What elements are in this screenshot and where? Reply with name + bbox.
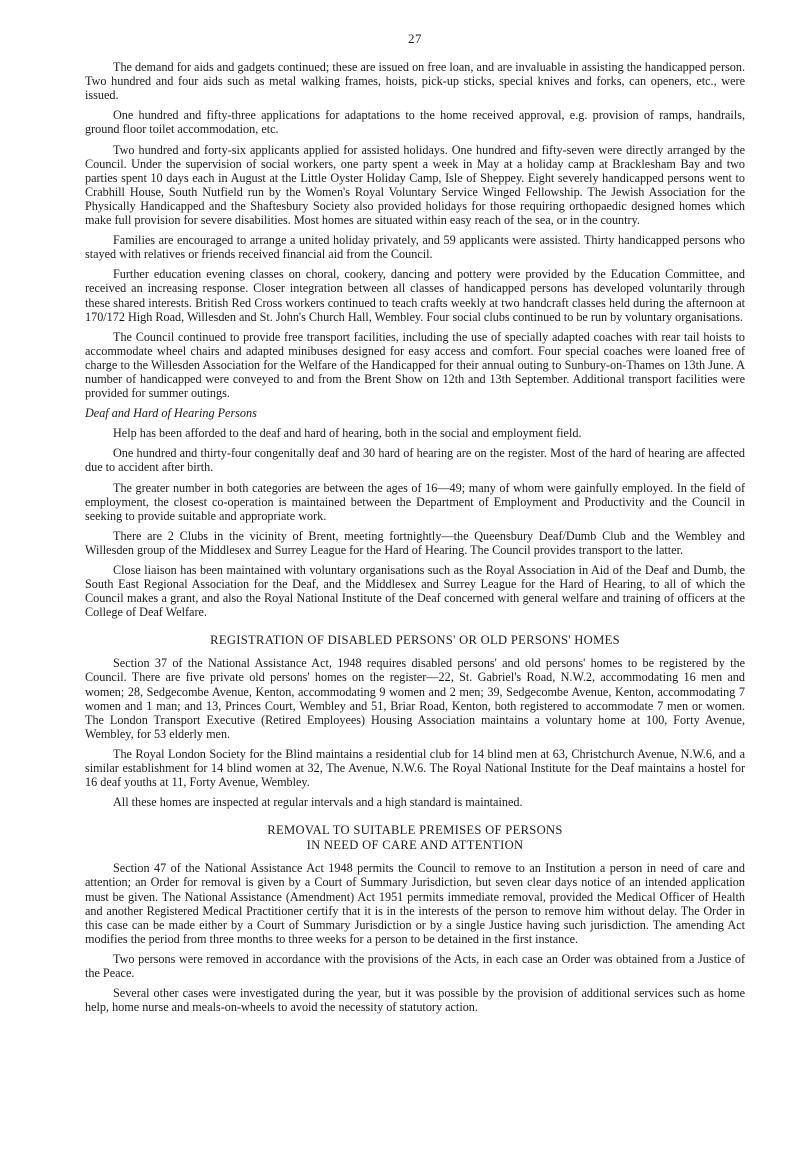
page-number: 27 [408,31,422,46]
paragraph-removal-other-cases: Several other cases were investigated during the year, but it was possible by the provision of additional services such as home help, home nurse and meals-on-wheels to avoid the necessity of statutory action. [85,986,745,1015]
removal-section-heading [85,823,745,853]
paragraph-deaf-employment: The greater number in both categories are between the ages of 16—49; many of whom were gainfully employed. In the field of employment, the closest co-operation is maintained between the Department of Employment and Productivity and the Council in seeking to provide suitable and appropriate work. [85,480,745,523]
paragraph-deaf-liaison: Close liaison has been maintained with voluntary organisations such as the Royal Association in Aid of the Deaf and Dumb, the South East Regional Association for the Deaf, and the Middlesex and Surrey League for the Hard of Hearing, to all of which the Council makes a grant, and also the Royal National Institute of the Deaf concerned with general welfare and training of officers at the College of Deaf Welfare. [85,563,745,620]
paragraph-registration-section37: Section 37 of the National Assistance Act, 1948 requires disabled persons' and old persons' homes to be registered by the Council. There are five private old persons' homes on the register—22, St. Gabriel's Road, N.W.2, accommodating 16 men and women; 28, Sedgecombe Avenue, Kenton, accommodating 9 women and 2 men; 39, Sedgecombe Avenue, Kenton, accommodating 7 women and 1 man; and 13, Princes Court, Wembley and 51, Briar Road, Kenton, both registered to accommodate 7 men or women. The London Transport Executive (Retired Employees) Housing Association maintains a voluntary home at 100, Forty Avenue, Wembley, for 53 elderly men. [85,656,745,741]
paragraph-aids-gadgets: The demand for aids and gadgets continued; these are issued on free loan, and are invaluable in assisting the handicapped person. Two hundred and four aids such as metal walking frames, hoists, pick-up sticks, special knives and forks, can openers, etc., were issued. [85,60,745,103]
paragraph-registration-blind: The Royal London Society for the Blind maintains a residential club for 14 blind men at 63, Christchurch Avenue, N.W.6, and a similar establishment for 14 blind women at 32, The Avenue, N.W.6. The Royal National Institute for the Deaf maintains a hostel for 16 deaf youths at 11, Forty Avenue, Wembley. [85,746,745,790]
paragraph-transport: The Council continued to provide free transport facilities, including the use of specially adapted coaches with rear tail hoists to accommodate wheel chairs and adapted minibuses designed for easy access and comfort. Four special coaches were loaned free of charge to the Willesden Association for the Welfare of the Handicapped for their annual outing to Sunbury-on-Thames on 13th June. A number of handicapped were conveyed to and from the Brent Show on 12th and 13th September. Additional transport facilities were provided for summer outings. [85,329,745,401]
paragraph-holidays: Two hundred and forty-six applicants applied for assisted holidays. One hundred and fifty-seven were directly arranged by the Council. Under the supervision of social workers, one party spent a week in May at a holiday camp at Bracklesham Bay and two parties spent 10 days each in August at the Little Oyster Holiday Camp, Isle of Sheppey. Eight severely handicapped persons went to Crabhill House, South Nutfield run by the Women's Royal Voluntary Service Winged Fellowship. The Jewish Association for the Physically Handicapped and the Shaftesbury Society also provided holidays for those requiring orthopaedic designed homes which make full provision for severe disabilities. Most homes are situated within easy reach of the sea, or in the country. [85,142,745,228]
paragraph-registration-inspection: All these homes are inspected at regular intervals and a high standard is maintained. [113,795,523,810]
removal-heading-line1: REMOVAL TO SUITABLE PREMISES OF PERSONS [267,823,563,838]
registration-section-heading [85,633,745,648]
paragraph-removal-section47: Section 47 of the National Assistance Act 1948 permits the Council to remove to an Institution a person in need of care and attention; an Order for removal is given by a Court of Summary Jurisdiction, but seven clear days notice of an intended application must be given. The National Assistance (Amendment) Act 1951 permits immediate removal, provided the Medical Officer of Health and another Registered Medical Practitioner certify that it is in the interests of the person to remove him without delay. The Order in this case can be made either by a Court of Summary Jurisdiction or by a single Justice having such jurisdiction. The amending Act modifies the period from three months to three weeks for a person to be detained in the first instance. [85,861,745,946]
paragraph-adaptations: One hundred and fifty-three applications for adaptations to the home received approval, e.g. provision of ramps, handrails, ground floor toilet accommodation, etc. [85,108,745,137]
paragraph-removal-persons: Two persons were removed in accordance with the provisions of the Acts, in each case an Order was obtained from a Justice of the Peace. [85,951,745,980]
paragraph-deaf-clubs: There are 2 Clubs in the vicinity of Brent, meeting fortnightly—the Queensbury Deaf/Dumb Club and the Wembley and Willesden group of the Middlesex and Surrey League for the Hard of Hearing. The Council provides transport to the latter. [85,528,745,557]
paragraph-family-holidays: Families are encouraged to arrange a united holiday privately, and 59 applicants were assisted. Thirty handicapped persons who stayed with relatives or friends received financial aid from the Council. [85,233,745,262]
removal-heading-line2: IN NEED OF CARE AND ATTENTION [306,838,524,853]
paragraph-deaf-help: Help has been afforded to the deaf and hard of hearing, both in the social and employment field. [113,426,582,441]
registration-heading-text: REGISTRATION OF DISABLED PERSONS' OR OLD PERSONS' HOMES [210,633,620,648]
deaf-section-heading: Deaf and Hard of Hearing Persons [85,406,257,421]
paragraph-deaf-register: One hundred and thirty-four congenitally deaf and 30 hard of hearing are on the register. Most of the hard of hearing are affected due to accident after birth. [85,446,745,475]
paragraph-further-education: Further education evening classes on choral, cookery, dancing and pottery were provided by the Education Committee, and received an increasing response. Closer integration between all classes of handicapped persons has developed voluntarily through these shared interests. British Red Cross workers continued to teach crafts weekly at two handcraft classes held during the afternoon at 170/172 High Road, Willesden and St. John's Church Hall, Wembley. Four social clubs continued to be run by voluntary organisations. [85,267,745,324]
